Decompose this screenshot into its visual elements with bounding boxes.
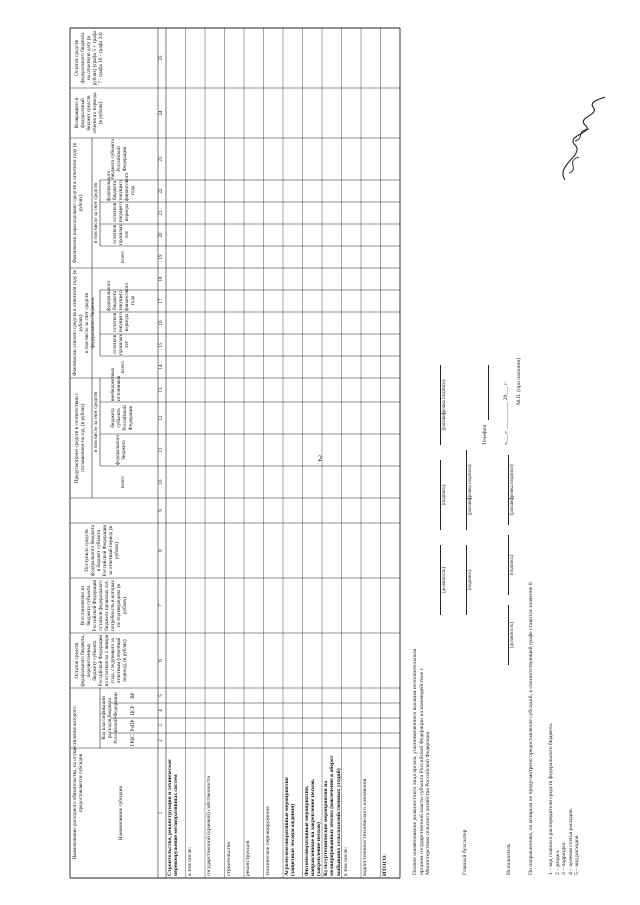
phone-label: Телефон — [482, 424, 488, 445]
header-spent-rem-curr: остатков текущего периода — [112, 202, 130, 223]
table-row-label: водоисточники технического назначения — [362, 778, 368, 876]
caption-position-3: (должность) — [510, 621, 515, 649]
header-actual-rem-curr: остатков текущего периода — [112, 312, 130, 333]
column-number: 13 — [159, 387, 164, 393]
header-actual-total: всего — [120, 361, 126, 373]
caption-decoding: (расшифровка подписи) — [442, 379, 447, 431]
table-row-label: Агролесомелиоративные мероприятия (защитные лесонасаждения) — [284, 777, 297, 876]
header-col6: Восстановлено из бюджета субъекта Российской Федерации остатков федерального бюджета прошлых лет, потребность в которых не подтверждена (в рублях) — [80, 579, 128, 632]
chief-accountant-label: Главный бухгалтер — [462, 829, 468, 875]
column-number: 5 — [159, 694, 164, 697]
table-row-label: ИТОГО: — [381, 854, 388, 876]
table-row-label: в том числе: — [186, 846, 193, 876]
table-row-label: строительство — [225, 841, 232, 876]
column-number: 3 — [159, 724, 164, 727]
table-row-label: Культуртехнические мероприятия на мелиорированных землях (вовлечение в оборот выбывших сельскохозяйственных угодий) — [323, 755, 342, 876]
column-number: 9 — [159, 509, 164, 512]
column-number: 11 — [159, 447, 164, 453]
column-number: 4 — [159, 709, 164, 712]
column-number: 23 — [159, 156, 164, 162]
caption-signature-2: (подпись) — [468, 569, 473, 591]
column-number: 17 — [159, 298, 164, 304]
header-actual-spent: Фактически израсходовано средств в отчетном году (в рублях) — [72, 143, 84, 264]
caption-position: (должность) — [442, 566, 447, 594]
note-intro: По направлениям, по которым не предусмотрено предоставление субсидий, в соответствующей графе ставится значение 0. — [528, 581, 534, 875]
header-code-col-1: ГРБС — [130, 734, 136, 747]
column-number: 22 — [159, 188, 164, 194]
table-row-label: в том числе: — [342, 846, 349, 876]
header-budget-code: Код классификации расходов бюджета Российской Федерации — [101, 692, 119, 744]
column-number: 16 — [159, 320, 164, 326]
caption-signature-3: (подпись) — [510, 554, 515, 576]
caption-decoding-2: (расшифровка подписи) — [468, 464, 473, 516]
header-spent-incl: в том числе за счет средств — [93, 183, 99, 244]
executor-label: Исполнитель — [506, 843, 512, 875]
column-number: 14 — [159, 364, 164, 370]
column-number: 20 — [159, 232, 164, 238]
column-number: 8 — [159, 549, 164, 552]
column-number: 6 — [159, 659, 164, 662]
header-col25: Остаток средств федерального бюджета на отчетную дату (в рублях) (графа 5 + графа 7 - графа 18 - графа 24) — [74, 30, 104, 86]
header-planned-incl: в том числе за счет средств — [93, 392, 99, 453]
header-actual-incl: в том числе за счет средств федерального бюджета — [84, 293, 96, 354]
note-item: 1 – код главного распорядителя средств федерального бюджета. — [548, 722, 554, 875]
table-row-label: техническое перевооружение — [264, 806, 271, 876]
header-code-col-2: РзПР — [130, 719, 136, 732]
caption-signature: (подпись) — [442, 484, 447, 506]
header-planned-reg: бюджета субъекта Российской Федерации — [110, 405, 134, 431]
header-planned-extra: внебюджетных источников — [110, 367, 122, 401]
table-row-label: Фитомелиоративные мероприятия, направленные на закрепление песков, (закрепление песков) — [303, 778, 323, 876]
header-planned: Предусмотрено средств в соответствии с соглашением на год, (в рублях) — [74, 392, 86, 484]
header-code-col-4: ВР — [130, 692, 136, 699]
column-number: 21 — [159, 210, 164, 216]
official-title: Полное наименование должностного лица органа, уполномоченного высшим исполнительным органом государственной власти субъекта Российской Федерации на взаимодействие с Министерством сельского хозяйства Российской Федерации — [412, 648, 432, 875]
header-code-col-3: ЦСР — [130, 705, 136, 716]
header-planned-fed: федерального бюджета — [115, 434, 127, 465]
header-subsidy-name: Наименование субсидии — [118, 785, 124, 841]
column-number: 24 — [159, 110, 164, 116]
table-row-label: реконструкция — [245, 840, 251, 876]
header-actual-rem-prev: остатков прошлых лет — [112, 334, 130, 355]
table-row-label: государственной (краевой) собственности — [206, 775, 212, 876]
note-item: 3 – подраздел. — [561, 841, 568, 875]
table-row-label: Строительство, реконструкция и техническое перевооружение мелиоративных систем — [167, 759, 180, 876]
header-col24: Возвращено в федеральный бюджет средств отчетного периода (в рублях) — [74, 92, 104, 134]
column-number: 15 — [159, 342, 164, 348]
date-line: «___» __________ 20___ г. — [503, 381, 509, 445]
note-item: 5 – вид расходов. — [574, 834, 581, 875]
header-spent-total: всего — [120, 251, 126, 263]
header-actual-fed-curr: федерального бюджета текущего финансового года — [106, 280, 136, 311]
page-number: 2 — [318, 454, 322, 463]
note-item: 2 – раздел. — [554, 849, 561, 875]
header-subsidy-group: Наименование расходного обязательства, на осуществление которого предоставляется субсидия — [72, 706, 84, 860]
column-number: 2 — [159, 739, 164, 742]
header-spent-rem-prev: остатков прошлых лет — [112, 224, 130, 245]
column-number: 19 — [159, 254, 164, 260]
notes-list — [548, 575, 581, 875]
column-number: 12 — [159, 415, 164, 421]
header-col5: Остаток средств федерального бюджета, перечисленных бюджету субъекта Российской Федерации из остатков на 1 января года, следующего за отчетным (отчетный период), (в рублях) — [74, 634, 128, 687]
header-col7: Поступило средств федерального бюджета в бюджет субъекта Российской Федерации за отчетный период (в рублях) — [84, 524, 120, 577]
column-number: 10 — [159, 479, 164, 485]
report-table — [70, 28, 400, 878]
note-item: 4 – целевая статья расходов. — [567, 807, 574, 875]
column-number: 18 — [159, 276, 164, 282]
caption-decoding-3: (расшифровка подписи) — [510, 464, 515, 516]
header-spent-reg: бюджета субъекта Российской Федерации — [110, 139, 128, 179]
column-number: 7 — [159, 604, 164, 607]
mp-label: М.П. (при наличии) — [516, 357, 522, 405]
column-number: 1 — [159, 811, 164, 815]
column-number: 25 — [159, 55, 164, 61]
header-planned-total: всего — [120, 476, 126, 488]
header-actual-incurred: Фактически освоено средств в отчетном году (в рублях) — [72, 270, 84, 376]
header-spent-fed-curr: федерального бюджета текущего финансового года — [106, 170, 136, 201]
